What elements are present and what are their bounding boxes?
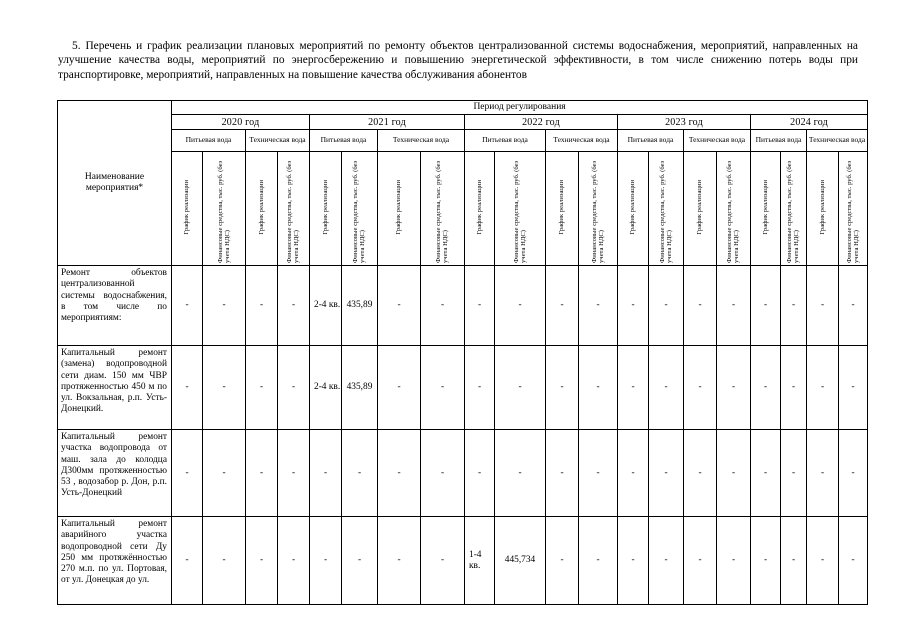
value-cell: -: [579, 266, 618, 346]
value-cell: 2-4 кв.: [310, 266, 342, 346]
subheader-finance: Финансовые средства, тыс. руб. (без учета НДС): [590, 160, 605, 263]
subheader-schedule: График реализации: [257, 180, 265, 235]
value-cell: 2-4 кв.: [310, 346, 342, 430]
value-cell: -: [342, 517, 378, 605]
value-cell: -: [751, 430, 781, 517]
measure-name: Капитальный ремонт аварийного участка водопроводной сети Ду 250 мм протяжённостью 270 м.п. по ул. Портовая, от ул. Донецкая до ул.: [58, 517, 172, 605]
value-cell: -: [717, 266, 751, 346]
value-cell: -: [546, 346, 579, 430]
value-cell: -: [839, 517, 868, 605]
subheader-cell: [546, 152, 579, 266]
group-header-drinking: Питьевая вода: [172, 130, 246, 152]
table-row: [58, 430, 868, 517]
value-cell: -: [342, 430, 378, 517]
value-cell: -: [203, 266, 246, 346]
subheader-cell: [278, 152, 310, 266]
value-cell: -: [717, 346, 751, 430]
group-header-drinking: Питьевая вода: [751, 130, 807, 152]
value-cell: -: [421, 430, 465, 517]
year-header: 2022 год: [465, 115, 618, 130]
value-cell: -: [310, 430, 342, 517]
name-column-header: Наименование мероприятия*: [58, 101, 172, 266]
subheader-cell: [310, 152, 342, 266]
subheader-finance: Финансовые средства, тыс. руб. (без учета НДС): [216, 160, 231, 263]
value-cell: -: [421, 517, 465, 605]
value-cell: -: [246, 266, 278, 346]
value-cell: -: [717, 430, 751, 517]
value-cell: -: [310, 517, 342, 605]
value-cell: -: [278, 430, 310, 517]
group-header-technical: Техническая вода: [246, 130, 310, 152]
subheader-cell: [465, 152, 495, 266]
value-cell: -: [618, 517, 649, 605]
subheader-cell: [378, 152, 421, 266]
value-cell: 445,734: [495, 517, 546, 605]
value-cell: -: [246, 430, 278, 517]
value-cell: -: [546, 430, 579, 517]
measure-name: Ремонт объектов централизованной системы водоснабжения, в том числе по мероприятиям:: [58, 266, 172, 346]
value-cell: -: [684, 430, 717, 517]
value-cell: -: [203, 517, 246, 605]
value-cell: -: [246, 517, 278, 605]
value-cell: -: [278, 517, 310, 605]
subheader-cell: [618, 152, 649, 266]
value-cell: -: [278, 266, 310, 346]
value-cell: -: [465, 430, 495, 517]
measure-name: Капитальный ремонт участка водопровода от маш. зала до колодца Д300мм протяженностью 53 , водозабор р. Дон, р.п. Усть-Донецкий: [58, 430, 172, 517]
year-header: 2023 год: [618, 115, 751, 130]
value-cell: -: [421, 266, 465, 346]
year-header: 2021 год: [310, 115, 465, 130]
subheader-schedule: График реализации: [629, 180, 637, 235]
subheader-cell: [246, 152, 278, 266]
value-cell: -: [618, 346, 649, 430]
measure-name: Капитальный ремонт (замена) водопроводной сети диам. 150 мм ЧВР протяженностью 450 м по ул. Вокзальная, р.п. Усть-Донецкий.: [58, 346, 172, 430]
group-header-technical: Техническая вода: [378, 130, 465, 152]
subheader-finance: Финансовые средства, тыс. руб. (без учета НДС): [786, 160, 801, 263]
period-header: Период регулирования: [172, 101, 868, 115]
subheader-cell: [684, 152, 717, 266]
subheader-finance: Финансовые средства, тыс. руб. (без учета НДС): [435, 160, 450, 263]
group-header-drinking: Питьевая вода: [618, 130, 684, 152]
value-cell: -: [546, 517, 579, 605]
value-cell: -: [465, 346, 495, 430]
value-cell: -: [465, 266, 495, 346]
value-cell: -: [781, 517, 807, 605]
section-heading: [58, 39, 858, 82]
value-cell: 1-4 кв.: [465, 517, 495, 605]
value-cell: -: [684, 266, 717, 346]
table-row: [58, 346, 868, 430]
value-cell: -: [807, 346, 839, 430]
subheader-finance: Финансовые средства, тыс. руб. (без учета НДС): [352, 160, 367, 263]
value-cell: -: [751, 517, 781, 605]
subheader-cell: [342, 152, 378, 266]
subheader-schedule: График реализации: [475, 180, 483, 235]
value-cell: -: [684, 346, 717, 430]
value-cell: -: [579, 430, 618, 517]
subheader-schedule: График реализации: [321, 180, 329, 235]
subheader-cell: [579, 152, 618, 266]
table-row: [58, 266, 868, 346]
value-cell: -: [839, 430, 868, 517]
group-header-technical: Техническая вода: [546, 130, 618, 152]
subheader-finance: Финансовые средства, тыс. руб. (без учета НДС): [286, 160, 301, 263]
subheader-finance: Финансовые средства, тыс. руб. (без учета НДС): [726, 160, 741, 263]
value-cell: -: [278, 346, 310, 430]
plan-table: [57, 100, 868, 605]
subheader-cell: [172, 152, 203, 266]
value-cell: -: [546, 266, 579, 346]
value-cell: -: [807, 266, 839, 346]
value-cell: -: [495, 430, 546, 517]
value-cell: -: [246, 346, 278, 430]
value-cell: -: [203, 430, 246, 517]
value-cell: -: [649, 346, 684, 430]
section-heading-text: 5. Перечень и график реализации плановых мероприятий по ремонту объектов централизованной системы водоснабжения, мероприятий, направленных на улучшение качества воды, мероприятий по энергосбережению и повышению энергетической эффективности, в том числе снижению потерь воды при транспортировке, мероприятий, направленных на повышение качества обслуживания абонентов: [58, 40, 858, 81]
value-cell: -: [378, 346, 421, 430]
value-cell: -: [203, 346, 246, 430]
year-header: 2024 год: [751, 115, 868, 130]
group-header-drinking: Питьевая вода: [310, 130, 378, 152]
subheader-finance: Финансовые средства, тыс. руб. (без учета НДС): [845, 160, 861, 263]
table-row: [58, 517, 868, 605]
subheader-schedule: График реализации: [183, 180, 191, 235]
value-cell: -: [618, 266, 649, 346]
value-cell: -: [807, 430, 839, 517]
value-cell: -: [781, 346, 807, 430]
subheader-schedule: График реализации: [818, 180, 826, 235]
year-header: 2020 год: [172, 115, 310, 130]
subheader-cell: [781, 152, 807, 266]
subheader-cell: [649, 152, 684, 266]
value-cell: -: [839, 266, 868, 346]
value-cell: -: [618, 430, 649, 517]
value-cell: -: [579, 346, 618, 430]
value-cell: -: [172, 517, 203, 605]
value-cell: -: [495, 266, 546, 346]
group-header-technical: Техническая вода: [807, 130, 868, 152]
value-cell: -: [172, 266, 203, 346]
subheader-cell: [421, 152, 465, 266]
group-header-drinking: Питьевая вода: [465, 130, 546, 152]
value-cell: -: [172, 346, 203, 430]
value-cell: -: [717, 517, 751, 605]
subheader-schedule: График реализации: [761, 180, 769, 235]
value-cell: -: [781, 266, 807, 346]
value-cell: -: [649, 430, 684, 517]
subheader-finance: Финансовые средства, тыс. руб. (без учета НДС): [512, 160, 527, 263]
value-cell: -: [839, 346, 868, 430]
subheader-schedule: График реализации: [696, 180, 704, 235]
subheader-cell: [807, 152, 839, 266]
value-cell: -: [378, 517, 421, 605]
value-cell: 435,89: [342, 346, 378, 430]
value-cell: -: [378, 266, 421, 346]
subheader-cell: [495, 152, 546, 266]
value-cell: 435,89: [342, 266, 378, 346]
value-cell: -: [172, 430, 203, 517]
subheader-cell: [203, 152, 246, 266]
value-cell: -: [751, 346, 781, 430]
subheader-cell: [717, 152, 751, 266]
group-header-technical: Техническая вода: [684, 130, 751, 152]
value-cell: -: [649, 517, 684, 605]
value-cell: -: [495, 346, 546, 430]
subheader-cell: [839, 152, 868, 266]
value-cell: -: [781, 430, 807, 517]
value-cell: -: [378, 430, 421, 517]
subheader-schedule: График реализации: [395, 180, 403, 235]
subheader-cell: [751, 152, 781, 266]
value-cell: -: [751, 266, 781, 346]
value-cell: -: [649, 266, 684, 346]
subheader-finance: Финансовые средства, тыс. руб. (без учета НДС): [658, 160, 673, 263]
subheader-schedule: График реализации: [558, 180, 566, 235]
value-cell: -: [421, 346, 465, 430]
value-cell: -: [684, 517, 717, 605]
value-cell: -: [807, 517, 839, 605]
value-cell: -: [579, 517, 618, 605]
